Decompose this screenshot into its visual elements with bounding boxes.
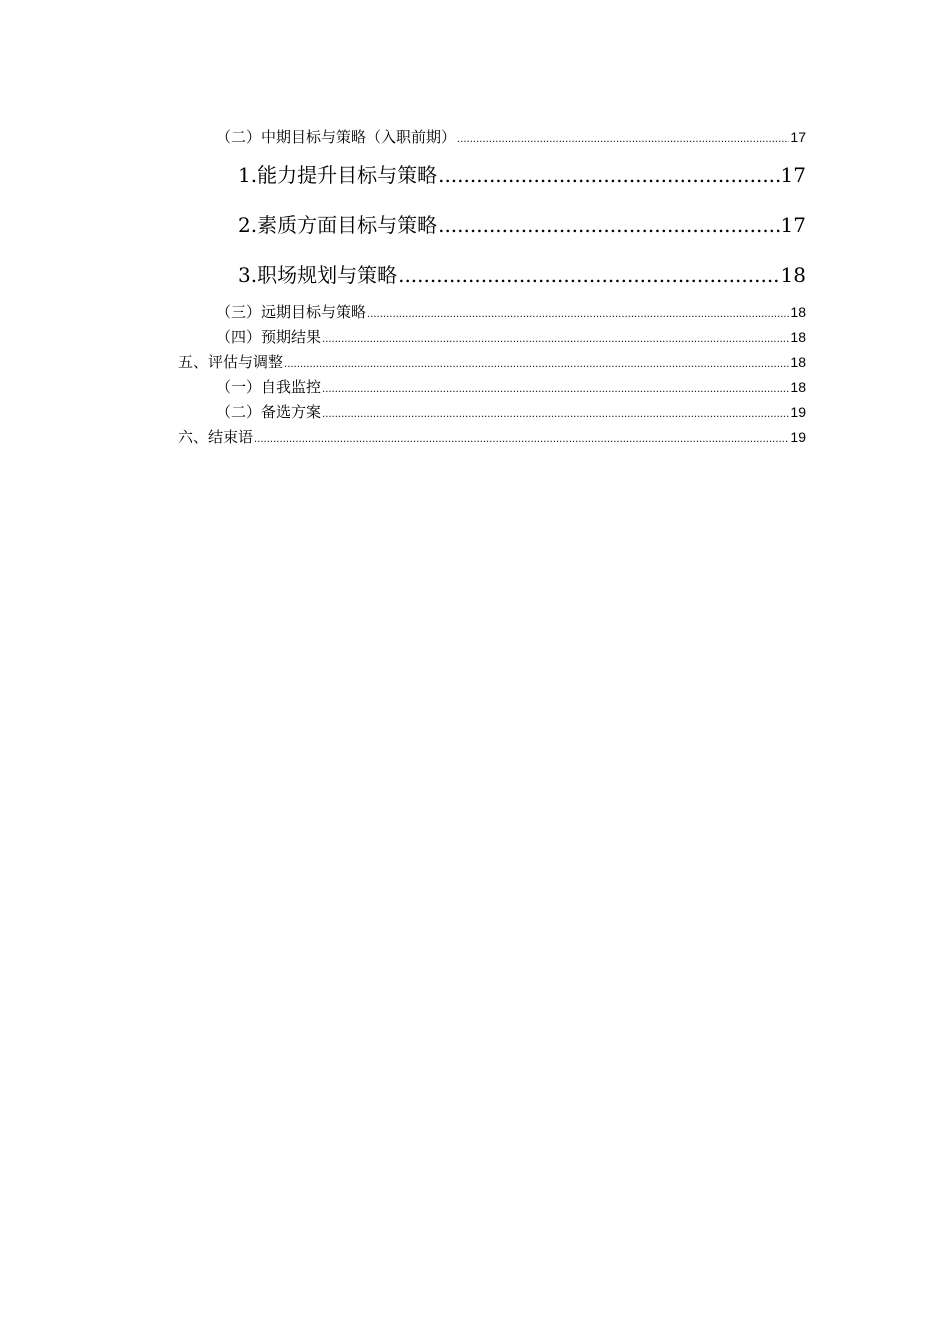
toc-leader-dots [284, 352, 789, 375]
toc-leader-dots [438, 150, 779, 200]
toc-entry-text: （四）预期结果 [216, 328, 322, 346]
toc-entry-quality-goals [178, 200, 806, 250]
toc-entry-longterm-goals [178, 300, 806, 325]
toc-leader-dots [457, 127, 789, 150]
toc-entry-text: （二）备选方案 [216, 403, 322, 421]
toc-entry-text: 2.素质方面目标与策略 [238, 213, 438, 237]
toc-page-number: 18 [780, 263, 806, 287]
toc-page-number: 18 [790, 379, 806, 395]
toc-page-number: 18 [790, 329, 806, 345]
toc-leader-dots [438, 200, 779, 250]
toc-page-number: 17 [780, 163, 806, 187]
toc-entry-text: （二）中期目标与策略（入职前期） [216, 128, 457, 146]
toc-entry-career-planning [178, 250, 806, 300]
toc-page-number: 18 [790, 304, 806, 320]
toc-entry-expected-results [178, 325, 806, 350]
toc-leader-dots [398, 250, 779, 300]
toc-page-number: 19 [790, 404, 806, 420]
toc-entry-text: （三）远期目标与策略 [216, 303, 367, 321]
toc-entry-conclusion [178, 425, 806, 450]
toc-entry-text: 六、结束语 [178, 428, 254, 446]
toc-entry-text: 3.职场规划与策略 [238, 263, 398, 287]
table-of-contents [178, 124, 806, 450]
toc-entry-text: 1.能力提升目标与策略 [238, 163, 438, 187]
toc-leader-dots [254, 427, 789, 450]
toc-leader-dots [322, 377, 789, 400]
toc-entry-alternative-plan [178, 400, 806, 425]
toc-entry-evaluation [178, 350, 806, 375]
toc-leader-dots [322, 402, 789, 425]
toc-entry-self-monitoring [178, 375, 806, 400]
toc-entry-text: （一）自我监控 [216, 378, 322, 396]
toc-entry-midterm-goals [178, 124, 806, 150]
toc-leader-dots [367, 302, 789, 325]
toc-page-number: 17 [780, 213, 806, 237]
toc-page-number: 19 [790, 429, 806, 445]
toc-entry-text: 五、评估与调整 [178, 353, 284, 371]
toc-leader-dots [322, 327, 789, 350]
toc-entry-ability-goals [178, 150, 806, 200]
toc-page-number: 18 [790, 354, 806, 370]
toc-page-number: 17 [790, 129, 806, 145]
